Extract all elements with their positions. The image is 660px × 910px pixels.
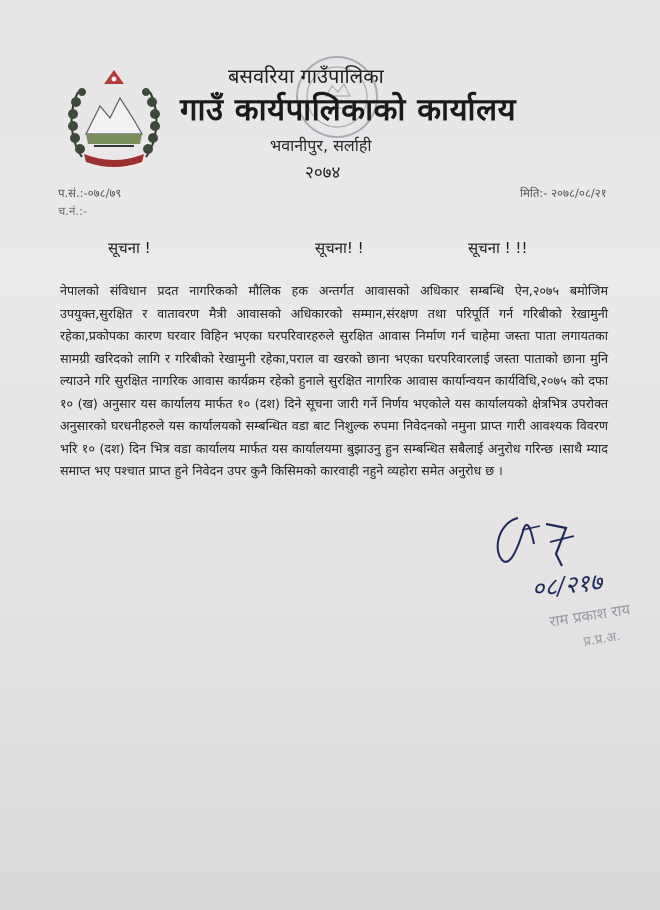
dispatch-number: च.नं.:- [58,204,88,218]
stamp-officer-title: प्र.प्र.अ. [582,629,622,650]
stamp-officer-name: राम प्रकाश राय [548,600,632,631]
nepal-emblem-icon [64,62,164,172]
notice-body-paragraph: नेपालको संविधान प्रदत नागरिकको मौलिक हक अन्तर्गत आवासको अधिकार सम्बन्धि ऐन,२०७५ बमोजिम उपयुक्त,सुरक्षित र वातावरण मैत्री आवासको अधिकारको सम्मान,संरक्षण तथा परिपूर्ति गर्न गरिबीको रेखामुनी रहेका,प्रकोपका कारण घरवार विहिन भएका घरपरिवारहरुले सुरक्षित आवास निर्माण गर्न चाहेमा जस्ता पाता लगायतका सामग्री खरिदको लागि र गरिबीको रेखामुनी रहेका,पराल वा खरको छाना भएका घरपरिवारलाई जस्ता पाताको छाना मुनि ल्याउने गरि सुरक्षित नागरिक आवास कार्यक्रम रहेको हुनाले सुरक्षित नागरिक आवास कार्यान्वयन कार्यविधि,२०७५ को दफा १० (ख) अनुसार यस कार्यालय मार्फत १० (दश) दिने सूचना जारी गर्ने निर्णय भएकोले यस कार्यालयको क्षेत्रभित्र उपरोक्त अनुसारको घरधनीहरुले यस कार्यालयको सम्बन्धित वडा बाट निशुल्क रुपमा निवेदनको नमुना प्राप्त गारी आवश्यक विवरण भरि १० (दश) दिन भित्र वडा कार्यालय मार्फत यस कार्यालयमा बुझाउनु हुन सम्बन्धित सबैलाई अनुरोध गरिन्छ ।साथै म्याद समाप्त भए पश्चात प्राप्त हुने निवेदन उपर कुनै किसिमको कारवाही नहुने व्यहोरा समेत अनुरोध छ । [60,283,608,478]
notice-heading-3: सूचना ! !! [468,239,528,257]
office-title: गाउँ कार्यपालिकाको कार्यालय [180,92,517,128]
handwritten-signature [488,508,588,568]
reference-number: प.सं.:-०७८/७९ [58,186,122,200]
letter-date: मिति:- २०७८/०८/२१ [520,186,607,200]
svg-text:०८/२१७: ०८/२१७ [530,567,604,603]
notice-heading-1: सूचना ! [108,239,151,257]
municipality-name: बसवरिया गाउँपालिका [228,64,384,88]
establishment-year: २०७४ [305,163,341,183]
notice-heading-2: सूचना! ! [315,239,364,257]
office-address: भवानीपुर, सर्लाही [270,136,372,155]
